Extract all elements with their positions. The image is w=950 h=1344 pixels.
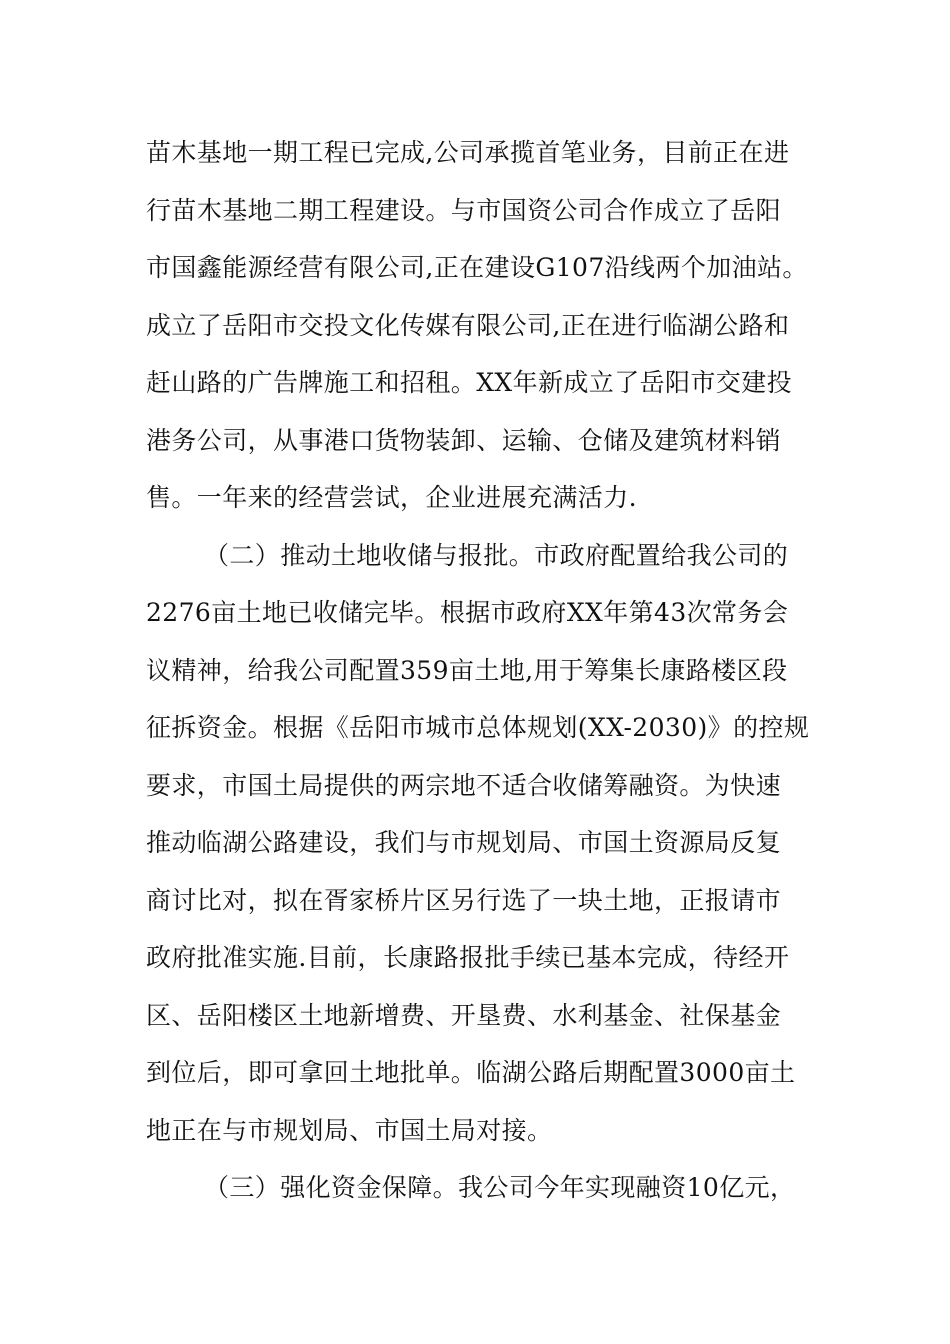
text-line: 港务公司，从事港口货物装卸、运输、仓储及建筑材料销 bbox=[146, 426, 782, 455]
text-line: 苗木基地一期工程已完成,公司承揽首笔业务，目前正在进 bbox=[146, 138, 790, 167]
text-line: 征拆资金。根据《岳阳市城市总体规划(XX-2030)》的控规 bbox=[146, 713, 810, 742]
text-line: 要求，市国土局提供的两宗地不适合收储筹融资。为快速 bbox=[146, 771, 782, 800]
text-line: 赶山路的广告牌施工和招租。XX年新成立了岳阳市交建投 bbox=[146, 368, 792, 397]
text-line: 市国鑫能源经营有限公司,正在建设G107沿线两个加油站。 bbox=[146, 253, 808, 282]
paragraph-heading: （二）推动土地收储与报批。市政府配置给我公司的 bbox=[204, 541, 789, 570]
paragraph-heading: （三）强化资金保障。我公司今年实现融资10亿元， bbox=[204, 1173, 796, 1202]
text-line: 推动临湖公路建设，我们与市规划局、市国土资源局反复 bbox=[146, 828, 782, 857]
text-line: 售。一年来的经营尝试，企业进展充满活力. bbox=[146, 483, 637, 512]
text-line: 地正在与市规划局、市国土局对接。 bbox=[146, 1116, 553, 1145]
text-line: 商讨比对，拟在胥家桥片区另行选了一块土地，正报请市 bbox=[146, 886, 782, 915]
text-line: 政府批准实施.目前，长康路报批手续已基本完成，待经开 bbox=[146, 943, 790, 972]
text-line: 区、岳阳楼区土地新增费、开垦费、水利基金、社保基金 bbox=[146, 1001, 782, 1030]
text-line: 到位后，即可拿回土地批单。临湖公路后期配置3000亩土 bbox=[146, 1058, 796, 1087]
text-line: 2276亩土地已收储完毕。根据市政府XX年第43次常务会 bbox=[146, 598, 789, 627]
text-line: 成立了岳阳市交投文化传媒有限公司,正在进行临湖公路和 bbox=[146, 311, 790, 340]
text-line: 行苗木基地二期工程建设。与市国资公司合作成立了岳阳 bbox=[146, 196, 782, 225]
text-line: 议精神，给我公司配置359亩土地,用于筹集长康路楼区段 bbox=[146, 656, 788, 685]
